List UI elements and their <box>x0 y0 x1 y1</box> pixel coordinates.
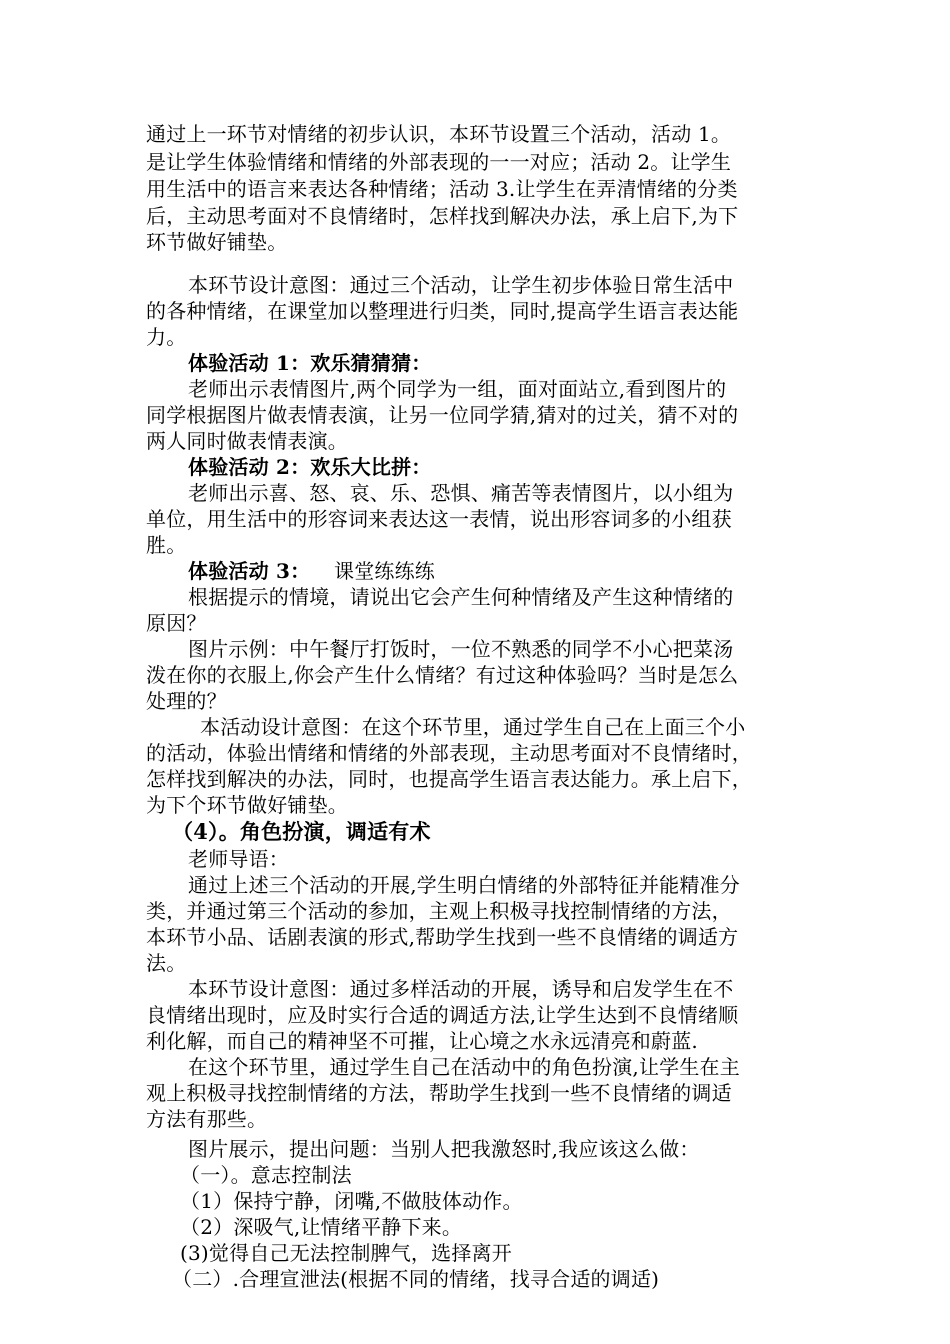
activity-title-3: 课堂练练练 <box>334 559 435 583</box>
list-item: （1）保持宁静，闭嘴,不做肢体动作。 <box>180 1189 523 1213</box>
paragraph-line: 方法有那些。 <box>146 1107 268 1131</box>
paragraph-line: 本环节小品、话剧表演的形式,帮助学生找到一些不良情绪的调适方 <box>146 925 739 949</box>
list-item: （2）深吸气,让情绪平静下来。 <box>180 1215 463 1239</box>
activity-heading-2: 体验活动 2：欢乐大比拼： <box>188 455 432 479</box>
paragraph-line: 老师导语： <box>188 847 289 871</box>
paragraph-line: 同学根据图片做表情表演，让另一位同学猜,猜对的过关，猜不对的 <box>146 403 739 427</box>
paragraph-line: 观上积极寻找控制情绪的方法，帮助学生找到一些不良情绪的调适 <box>146 1081 732 1105</box>
list-item: (3)觉得自己无法控制脾气，选择离开 <box>180 1241 512 1265</box>
paragraph-line: 的活动，体验出情绪和情绪的外部表现，主动思考面对不良情绪时， <box>146 741 752 765</box>
paragraph-line: 处理的？ <box>146 689 227 713</box>
paragraph-line: 后，主动思考面对不良情绪时，怎样找到解决办法，承上启下,为下 <box>146 204 739 228</box>
paragraph-line: 环节做好铺垫。 <box>146 230 288 254</box>
paragraph-line: 力。 <box>146 325 187 349</box>
paragraph-line: 利化解，而自己的精神坚不可摧，让心境之水永远清亮和蔚蓝. <box>146 1029 698 1053</box>
paragraph-line: 类，并通过第三个活动的参加，主观上积极寻找控制情绪的方法， <box>146 899 732 923</box>
paragraph-line: 老师出示表情图片,两个同学为一组，面对面站立,看到图片的 <box>188 377 727 401</box>
list-heading: （二）.合理宣泄法(根据不同的情绪，找寻合适的调适) <box>172 1267 660 1291</box>
paragraph-line: 图片展示，提出问题：当别人把我激怒时,我应该这么做： <box>188 1137 700 1161</box>
paragraph-line: 法。 <box>146 951 187 975</box>
paragraph-line: 通过上述三个活动的开展,学生明白情绪的外部特征并能精准分 <box>188 873 740 897</box>
paragraph-line: 单位，用生活中的形容词来表达这一表情，说出形容词多的小组获 <box>146 507 732 531</box>
paragraph-line: 用生活中的语言来表达各种情绪；活动 3.让学生在弄清情绪的分类 <box>146 177 738 201</box>
paragraph-line: 根据提示的情境，请说出它会产生何种情绪及产生这种情绪的 <box>188 585 734 609</box>
paragraph-line: 怎样找到解决的办法，同时，也提高学生语言表达能力。承上启下， <box>146 767 752 791</box>
paragraph-line: 原因？ <box>146 611 207 635</box>
paragraph-line: 泼在你的衣服上,你会产生什么情绪？有过这种体验吗？当时是怎么 <box>146 663 739 687</box>
paragraph-line: 本活动设计意图：在这个环节里，通过学生自己在上面三个小 <box>200 715 746 739</box>
paragraph-line: 的各种情绪，在课堂加以整理进行归类，同时,提高学生语言表达能 <box>146 299 739 323</box>
paragraph-line: 本环节设计意图：通过三个活动，让学生初步体验日常生活中 <box>188 273 734 297</box>
paragraph-line: 胜。 <box>146 533 187 557</box>
activity-heading-3: 体验活动 3： <box>188 559 311 583</box>
paragraph-line: 为下个环节做好铺垫。 <box>146 793 348 817</box>
section-heading: （4）。角色扮演，调适有术 <box>172 819 431 844</box>
paragraph-line: 是让学生体验情绪和情绪的外部表现的一一对应；活动 2。让学生 <box>146 150 732 174</box>
paragraph-line: 两人同时做表情表演。 <box>146 429 348 453</box>
activity-heading-1: 体验活动 1：欢乐猜猜猜： <box>188 351 432 375</box>
paragraph-line: 在这个环节里，通过学生自己在活动中的角色扮演,让学生在主 <box>188 1055 740 1079</box>
paragraph-line: 通过上一环节对情绪的初步认识，本环节设置三个活动，活动 1。 <box>146 122 732 146</box>
paragraph-line: 图片示例：中午餐厅打饭时，一位不熟悉的同学不小心把菜汤 <box>188 637 734 661</box>
list-heading: （一）。意志控制法 <box>180 1163 352 1187</box>
paragraph-line: 良情绪出现时，应及时实行合适的调适方法,让学生达到不良情绪顺 <box>146 1003 739 1027</box>
paragraph-line: 本环节设计意图：通过多样活动的开展，诱导和启发学生在不 <box>188 977 734 1001</box>
paragraph-line: 老师出示喜、怒、哀、乐、恐惧、痛苦等表情图片，以小组为 <box>188 481 734 505</box>
